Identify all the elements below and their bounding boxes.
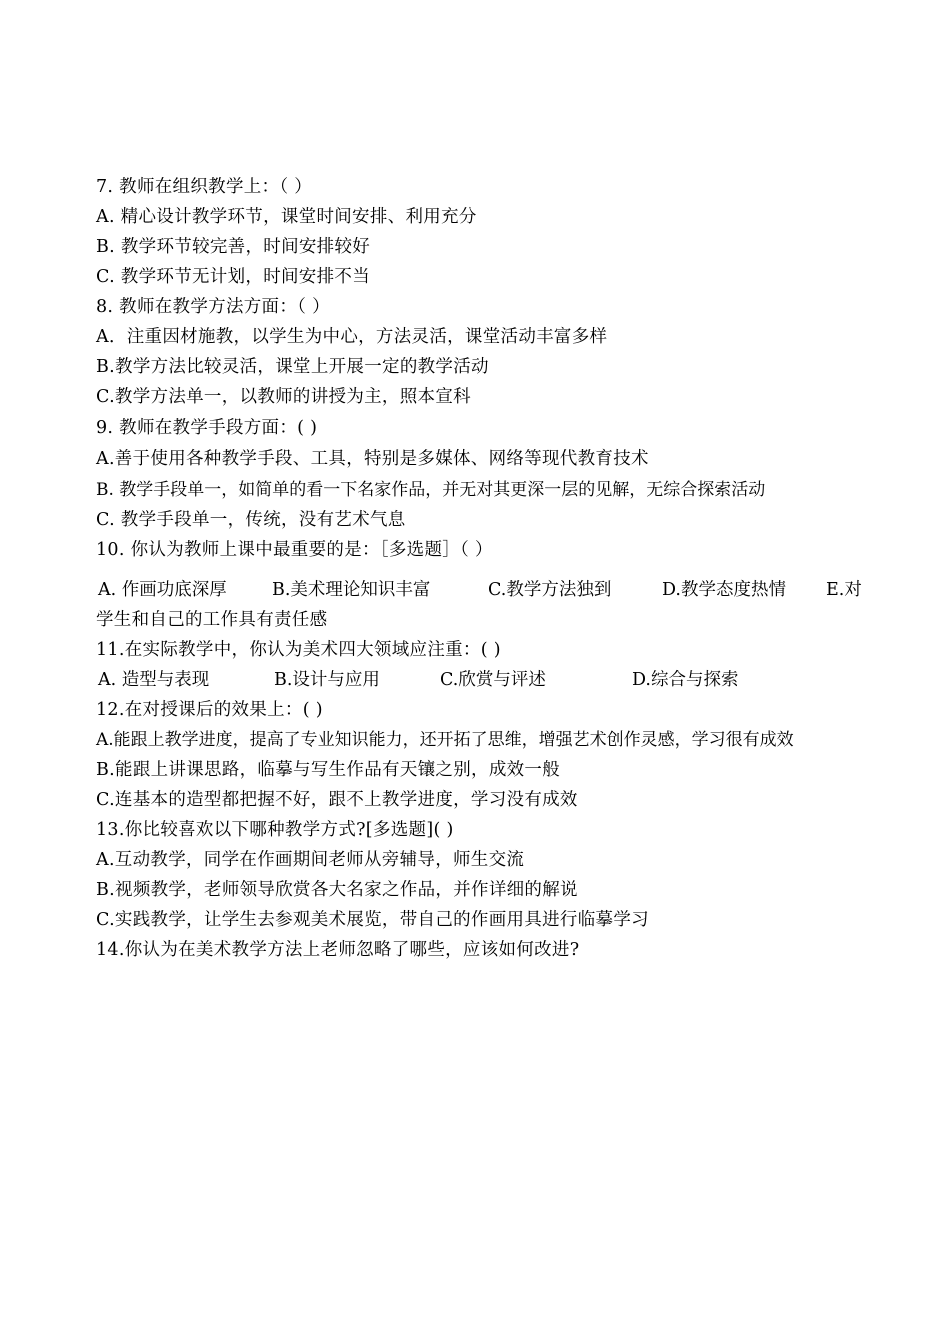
question-7-option-c: C. 教学环节无计划，时间安排不当 (96, 267, 370, 287)
question-8: 8. 教师在教学方法方面：（ ） (96, 297, 330, 317)
question-9-option-a: A.善于使用各种教学手段、工具，特别是多媒体、网络等现代教育技术 (96, 449, 649, 469)
question-12: 12.在对授课后的效果上：( ) (96, 700, 323, 720)
question-8-option-b: B.教学方法比较灵活，课堂上开展一定的教学活动 (96, 357, 489, 377)
question-10-option-e: E.对 (826, 580, 862, 600)
question-10-option-d: D.教学态度热情 (662, 580, 786, 600)
question-8-option-a: A．注重因材施教，以学生为中心，方法灵活，课堂活动丰富多样 (96, 327, 608, 347)
question-12-option-c: C.连基本的造型都把握不好，跟不上教学进度，学习没有成效 (96, 790, 578, 810)
question-14: 14.你认为在美术教学方法上老师忽略了哪些，应该如何改进? (96, 940, 580, 960)
question-11-option-c: C.欣赏与评述 (440, 670, 546, 690)
question-9-option-b: B. 教学手段单一，如简单的看一下名家作品，并无对其更深一层的见解，无综合探索活动 (96, 480, 766, 500)
question-10-option-b: B.美术理论知识丰富 (272, 580, 431, 600)
question-10-option-a: A. 作画功底深厚 (98, 580, 227, 600)
question-7-option-a: A. 精心设计教学环节，课堂时间安排、利用充分 (96, 207, 477, 227)
question-11: 11.在实际教学中，你认为美术四大领域应注重：( ) (96, 640, 501, 660)
question-10: 10. 你认为教师上课中最重要的是：［多选题］（ ） (96, 540, 493, 560)
question-7-option-b: B. 教学环节较完善，时间安排较好 (96, 237, 371, 257)
question-10-option-c: C.教学方法独到 (488, 580, 612, 600)
question-13-option-a: A.互动教学，同学在作画期间老师从旁辅导，师生交流 (96, 850, 525, 870)
question-13: 13.你比较喜欢以下哪种教学方式?[多选题]( ) (96, 820, 454, 840)
question-10-option-e-continued: 学生和自己的工作具有责任感 (96, 610, 328, 630)
question-11-option-b: B.设计与应用 (274, 670, 380, 690)
question-7: 7. 教师在组织教学上：（ ） (96, 177, 313, 197)
question-8-option-c: C.教学方法单一，以教师的讲授为主，照本宣科 (96, 387, 471, 407)
question-9: 9. 教师在教学手段方面：( ) (96, 418, 318, 438)
question-13-option-c: C.实践教学，让学生去参观美术展览，带自己的作画用具进行临摹学习 (96, 910, 649, 930)
question-13-option-b: B.视频教学，老师领导欣赏各大名家之作品，并作详细的解说 (96, 880, 578, 900)
question-11-option-a: A. 造型与表现 (98, 670, 210, 690)
question-11-option-d: D.综合与探索 (632, 670, 739, 690)
question-12-option-a: A.能跟上教学进度，提高了专业知识能力，还开拓了思维，增强艺术创作灵感，学习很有成效 (96, 730, 794, 750)
question-9-option-c: C. 教学手段单一，传统，没有艺术气息 (96, 510, 406, 530)
question-12-option-b: B.能跟上讲课思路，临摹与写生作品有天镶之别，成效一般 (96, 760, 561, 780)
